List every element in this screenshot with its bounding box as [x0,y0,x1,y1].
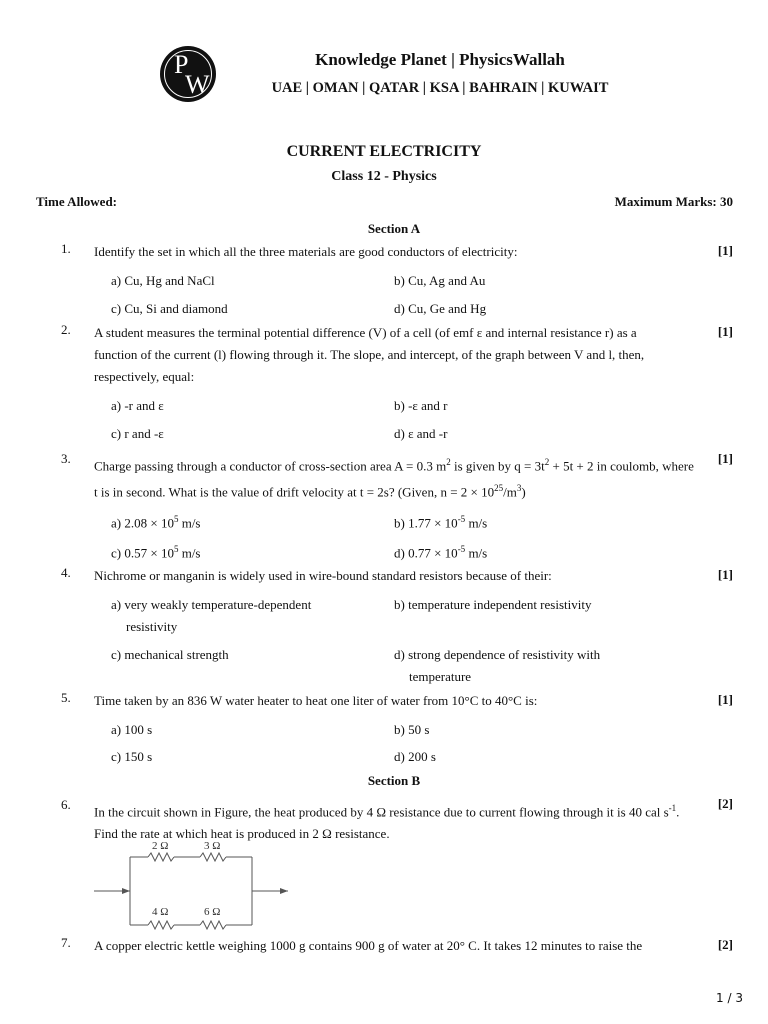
option-a: a) very weakly temperature-dependent [111,597,312,612]
logo-letter-p: P [174,50,189,79]
option-d: d) ε and -r [394,426,448,441]
option-a: a) 100 s [111,722,153,737]
option-a: a) -r and ε [111,398,164,413]
question-number: 6. [61,797,71,812]
question-text: Identify the set in which all the three materials are good conductors of electricity: [94,244,518,259]
arrow-out-icon [280,888,288,894]
option-c: c) Cu, Si and diamond [111,301,228,316]
option-c: c) r and -ε [111,426,164,441]
option-b: b) temperature independent resistivity [394,597,592,612]
option-d: d) strong dependence of resistivity with [394,647,601,662]
option-c: c) mechanical strength [111,647,229,662]
section-a-heading: Section A [367,221,421,236]
label-4-ohm: 4 Ω [152,906,169,918]
option-c: c) 150 s [111,749,153,764]
option-a: a) Cu, Hg and NaCl [111,273,215,288]
question-text: A student measures the terminal potential difference (V) of a cell (of emf ε and internal resistance r) as a function of the current (l) flowing through it. The slope, and intercept, of the graph between V and l, then, respectively, equal: [94,325,645,384]
question-text: Nichrome or manganin is widely used in wire-bound standard resistors because of their: [94,568,552,583]
circuit-diagram [92,836,292,932]
label-2-ohm: 2 Ω [152,840,169,852]
question-number: 1. [61,241,71,256]
section-b-heading: Section B [367,773,421,788]
page-subtitle: Class 12 - Physics [331,169,437,184]
question-number: 2. [61,322,71,337]
resistor-6-ohm [200,921,226,929]
option-d-continued: temperature [409,669,472,684]
logo-letter-w: W [185,70,210,99]
question-number: 4. [61,565,71,580]
question-marks: [1] [717,324,733,339]
time-allowed: Time Allowed: [36,194,118,209]
question-text: Time taken by an 836 W water heater to heat one liter of water from 10°C to 40°C is: [94,693,538,708]
option-a-continued: resistivity [126,619,178,634]
org-title: Knowledge Planet | PhysicsWallah [315,50,565,69]
option-b: b) $1.77 \times 10^{-5}$ m/s [394,514,488,531]
question-marks: [2] [717,937,733,952]
question-marks: [1] [717,243,733,258]
question-number: 7. [61,935,71,950]
maximum-marks: Maximum Marks: 30 [614,194,733,209]
option-b: b) Cu, Ag and Au [394,273,486,288]
question-number: 5. [61,690,71,705]
question-marks: [1] [717,451,733,466]
option-c: c) $0.57 \times 10^5$ m/s [111,544,201,561]
option-d: d) $0.77 \times 10^{-5}$ m/s [394,544,488,561]
question-text: Charge passing through a conductor of cross-section area A = 0.3 $m^2$ is given by $q = 3t^2 + 5t + 2$ in coulomb, where t is in second. What is the value of drift velocity at t = 2s? (Given, $n = 2 \times 10^{25}/m^3$) [94,457,694,500]
option-b: b) -ε and r [394,398,448,413]
resistor-2-ohm [148,853,174,861]
label-6-ohm: 6 Ω [204,906,221,918]
question-marks: [2] [717,796,733,811]
option-d: d) Cu, Ge and Hg [394,301,487,316]
option-b: b) 50 s [394,722,430,737]
label-3-ohm: 3 Ω [204,840,221,852]
org-regions: UAE | OMAN | QATAR | KSA | BAHRAIN | KUWAIT [271,80,609,96]
option-d: d) 200 s [394,749,436,764]
question-marks: [1] [717,692,733,707]
question-text: A copper electric kettle weighing 1000 g contains 900 g of water at 20° C. It takes 12 minutes to raise the [94,938,643,953]
page-title: CURRENT ELECTRICITY [286,143,482,160]
resistor-3-ohm [200,853,226,861]
question-marks: [1] [717,567,733,582]
page-number: 1 / 3 [716,991,743,1005]
option-a: a) $2.08 \times 10^5$ m/s [111,514,201,531]
resistor-4-ohm [148,921,174,929]
question-text: In the circuit shown in Figure, the heat produced by 4 Ω resistance due to current flowing through it is 40 cal $s^{-1}$. Find the rate at which heat is produced in 2 Ω resistance. [94,803,680,842]
question-number: 3. [61,451,71,466]
arrow-in-icon [122,888,130,894]
